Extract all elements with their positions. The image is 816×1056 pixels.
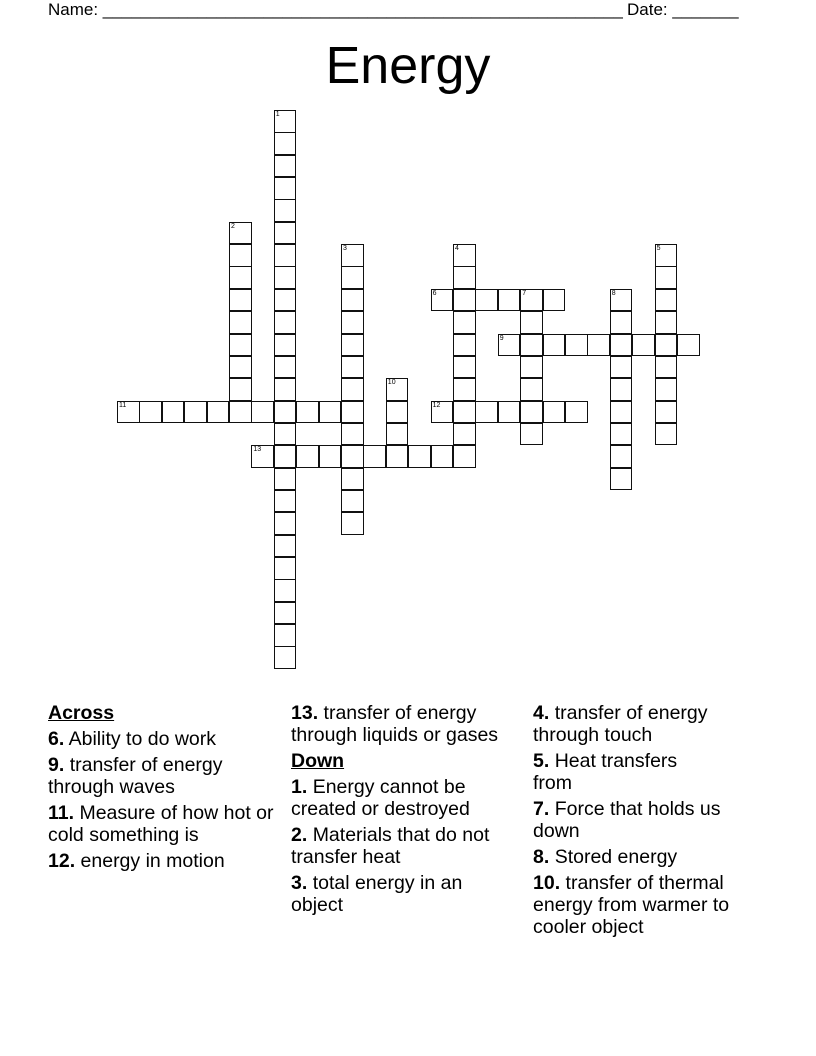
grid-cell[interactable]: [274, 445, 297, 468]
grid-cell[interactable]: [610, 445, 633, 468]
grid-cell[interactable]: [655, 423, 678, 446]
grid-cell[interactable]: [453, 445, 476, 468]
grid-cell[interactable]: [229, 401, 252, 424]
clue-number: 8: [611, 289, 616, 297]
grid-cell[interactable]: [386, 378, 409, 401]
grid-cell[interactable]: [274, 244, 297, 267]
grid-cell[interactable]: [274, 132, 297, 155]
grid-cell[interactable]: [229, 266, 252, 289]
grid-cell[interactable]: [431, 401, 454, 424]
grid-cell[interactable]: [319, 401, 342, 424]
grid-cell[interactable]: [207, 401, 230, 424]
clue-number: 12: [432, 401, 441, 409]
grid-cell[interactable]: [162, 401, 185, 424]
grid-cell[interactable]: [655, 356, 678, 379]
grid-cell[interactable]: [184, 401, 207, 424]
grid-cell[interactable]: [229, 356, 252, 379]
clue-number: 10: [387, 379, 396, 387]
grid-cell[interactable]: [229, 311, 252, 334]
clue-down-1: 1. Energy cannot be created or destroyed: [291, 776, 470, 820]
grid-cell[interactable]: [565, 401, 588, 424]
clue-across-6: 6. Ability to do work: [48, 728, 217, 750]
grid-cell[interactable]: [341, 378, 364, 401]
grid-cell[interactable]: [341, 266, 364, 289]
grid-cell[interactable]: [274, 199, 297, 222]
grid-cell[interactable]: [431, 289, 454, 312]
grid-cell[interactable]: [274, 289, 297, 312]
grid-cell[interactable]: [139, 401, 162, 424]
clue-column-2: [291, 702, 513, 920]
across-heading: Across: [48, 702, 115, 724]
grid-cell[interactable]: [274, 602, 297, 625]
clue-across-9: 9. transfer of energy through waves: [48, 754, 223, 798]
grid-cell[interactable]: [296, 401, 319, 424]
grid-cell[interactable]: [610, 468, 633, 491]
grid-cell[interactable]: [610, 311, 633, 334]
grid-cell[interactable]: [229, 378, 252, 401]
clue-number: 13: [253, 446, 262, 454]
grid-cell[interactable]: [655, 244, 678, 267]
grid-cell[interactable]: [274, 557, 297, 580]
clue-down-10: 10. transfer of thermal energy from warmer to cooler object: [533, 872, 730, 938]
clue-number: 9: [499, 334, 504, 342]
down-heading: Down: [291, 750, 345, 772]
grid-cell[interactable]: [453, 401, 476, 424]
grid-cell[interactable]: [274, 490, 297, 513]
grid-cell[interactable]: [274, 266, 297, 289]
grid-cell[interactable]: [386, 401, 409, 424]
grid-cell[interactable]: [543, 334, 566, 357]
grid-cell[interactable]: [341, 468, 364, 491]
grid-cell[interactable]: [655, 334, 678, 357]
grid-cell[interactable]: [677, 334, 700, 357]
clue-number: 7: [522, 289, 527, 297]
clue-number: 4: [455, 245, 459, 253]
grid-cell[interactable]: [655, 266, 678, 289]
grid-cell[interactable]: [610, 334, 633, 357]
grid-cell[interactable]: [543, 289, 566, 312]
clue-number: 6: [432, 289, 437, 297]
grid-cell[interactable]: [274, 401, 297, 424]
clue-down-4: 4. transfer of energy through touch: [533, 702, 708, 746]
grid-cell[interactable]: [229, 289, 252, 312]
grid-cell[interactable]: [386, 445, 409, 468]
clue-across-11: 11. Measure of how hot or cold something is: [48, 802, 274, 846]
grid-cell[interactable]: [520, 311, 543, 334]
grid-cell[interactable]: [655, 401, 678, 424]
grid-cell[interactable]: [610, 289, 633, 312]
clue-number: 3: [343, 245, 347, 253]
grid-cell[interactable]: [565, 334, 588, 357]
grid-cell[interactable]: [229, 222, 252, 245]
clue-across-12: 12. energy in motion: [48, 850, 225, 872]
grid-cell[interactable]: [341, 445, 364, 468]
grid-cell[interactable]: [274, 311, 297, 334]
grid-cell[interactable]: [251, 401, 274, 424]
grid-cell[interactable]: [341, 244, 364, 267]
grid-cell[interactable]: [655, 378, 678, 401]
clue-down-8: 8. Stored energy: [533, 846, 678, 868]
grid-cell[interactable]: [655, 311, 678, 334]
grid-cell[interactable]: [319, 445, 342, 468]
grid-cell[interactable]: [431, 445, 454, 468]
grid-cell[interactable]: [341, 356, 364, 379]
grid-cell[interactable]: [520, 378, 543, 401]
date-field[interactable]: Date: _______: [627, 0, 739, 19]
grid-cell[interactable]: [453, 378, 476, 401]
grid-cell[interactable]: [610, 423, 633, 446]
grid-cell[interactable]: [274, 356, 297, 379]
grid-cell[interactable]: [610, 378, 633, 401]
clue-across-13: 13. transfer of energy through liquids or gases: [291, 702, 499, 746]
name-field[interactable]: Name: _______________________________________________________: [48, 0, 623, 19]
clue-column-3: [533, 702, 765, 942]
grid-cell[interactable]: [520, 423, 543, 446]
grid-cell[interactable]: [341, 423, 364, 446]
grid-cell[interactable]: [632, 334, 655, 357]
grid-cell[interactable]: [498, 289, 521, 312]
grid-cell[interactable]: [453, 244, 476, 267]
grid-cell[interactable]: [274, 468, 297, 491]
grid-cell[interactable]: [274, 624, 297, 647]
grid-cell[interactable]: [475, 289, 498, 312]
grid-cell[interactable]: [587, 334, 610, 357]
grid-cell[interactable]: [408, 445, 431, 468]
grid-cell[interactable]: [274, 177, 297, 200]
grid-cell[interactable]: [475, 401, 498, 424]
clue-number: 1: [275, 111, 280, 118]
clue-down-7: 7. Force that holds us down: [533, 798, 721, 842]
grid-cell[interactable]: [229, 334, 252, 357]
grid-cell[interactable]: [520, 289, 543, 312]
grid-cell[interactable]: [296, 445, 319, 468]
grid-cell[interactable]: [363, 445, 386, 468]
grid-cell[interactable]: [274, 110, 297, 133]
grid-cell[interactable]: [543, 401, 566, 424]
clue-down-5: 5. Heat transfers from: [533, 750, 678, 794]
grid-cell[interactable]: [274, 535, 297, 558]
grid-cell[interactable]: [274, 646, 297, 669]
page-title: Energy: [325, 37, 491, 95]
grid-cell[interactable]: [453, 356, 476, 379]
grid-cell[interactable]: [341, 512, 364, 535]
grid-cell[interactable]: [453, 423, 476, 446]
grid-cell[interactable]: [274, 334, 297, 357]
grid-cell[interactable]: [520, 334, 543, 357]
grid-cell[interactable]: [341, 289, 364, 312]
grid-cell[interactable]: [655, 289, 678, 312]
grid-cell[interactable]: [274, 378, 297, 401]
grid-cell[interactable]: [520, 356, 543, 379]
grid-cell[interactable]: [453, 334, 476, 357]
grid-cell[interactable]: [498, 334, 521, 357]
clue-down-3: 3. total energy in an object: [291, 872, 463, 916]
grid-cell[interactable]: [341, 334, 364, 357]
grid-cell[interactable]: [341, 311, 364, 334]
grid-cell[interactable]: [274, 222, 297, 245]
grid-cell[interactable]: [229, 244, 252, 267]
grid-cell[interactable]: [274, 155, 297, 178]
grid-cell[interactable]: [386, 423, 409, 446]
grid-cell[interactable]: [274, 579, 297, 602]
clue-down-2: 2. Materials that do not transfer heat: [291, 824, 490, 868]
grid-cell[interactable]: [341, 401, 364, 424]
grid-cell[interactable]: [251, 445, 274, 468]
grid-cell[interactable]: [341, 490, 364, 513]
grid-cell[interactable]: [274, 512, 297, 535]
grid-cell[interactable]: [274, 423, 297, 446]
clue-number: 5: [656, 245, 661, 253]
grid-cell[interactable]: [453, 266, 476, 289]
grid-cell[interactable]: [610, 356, 633, 379]
grid-cell[interactable]: [453, 311, 476, 334]
grid-cell[interactable]: [498, 401, 521, 424]
grid-cell[interactable]: [520, 401, 543, 424]
grid-cell[interactable]: [453, 289, 476, 312]
clue-number: 11: [119, 401, 127, 409]
clue-column-1: [48, 702, 278, 876]
clue-number: 2: [231, 222, 235, 230]
grid-cell[interactable]: [117, 401, 140, 424]
grid-cell[interactable]: [610, 401, 633, 424]
